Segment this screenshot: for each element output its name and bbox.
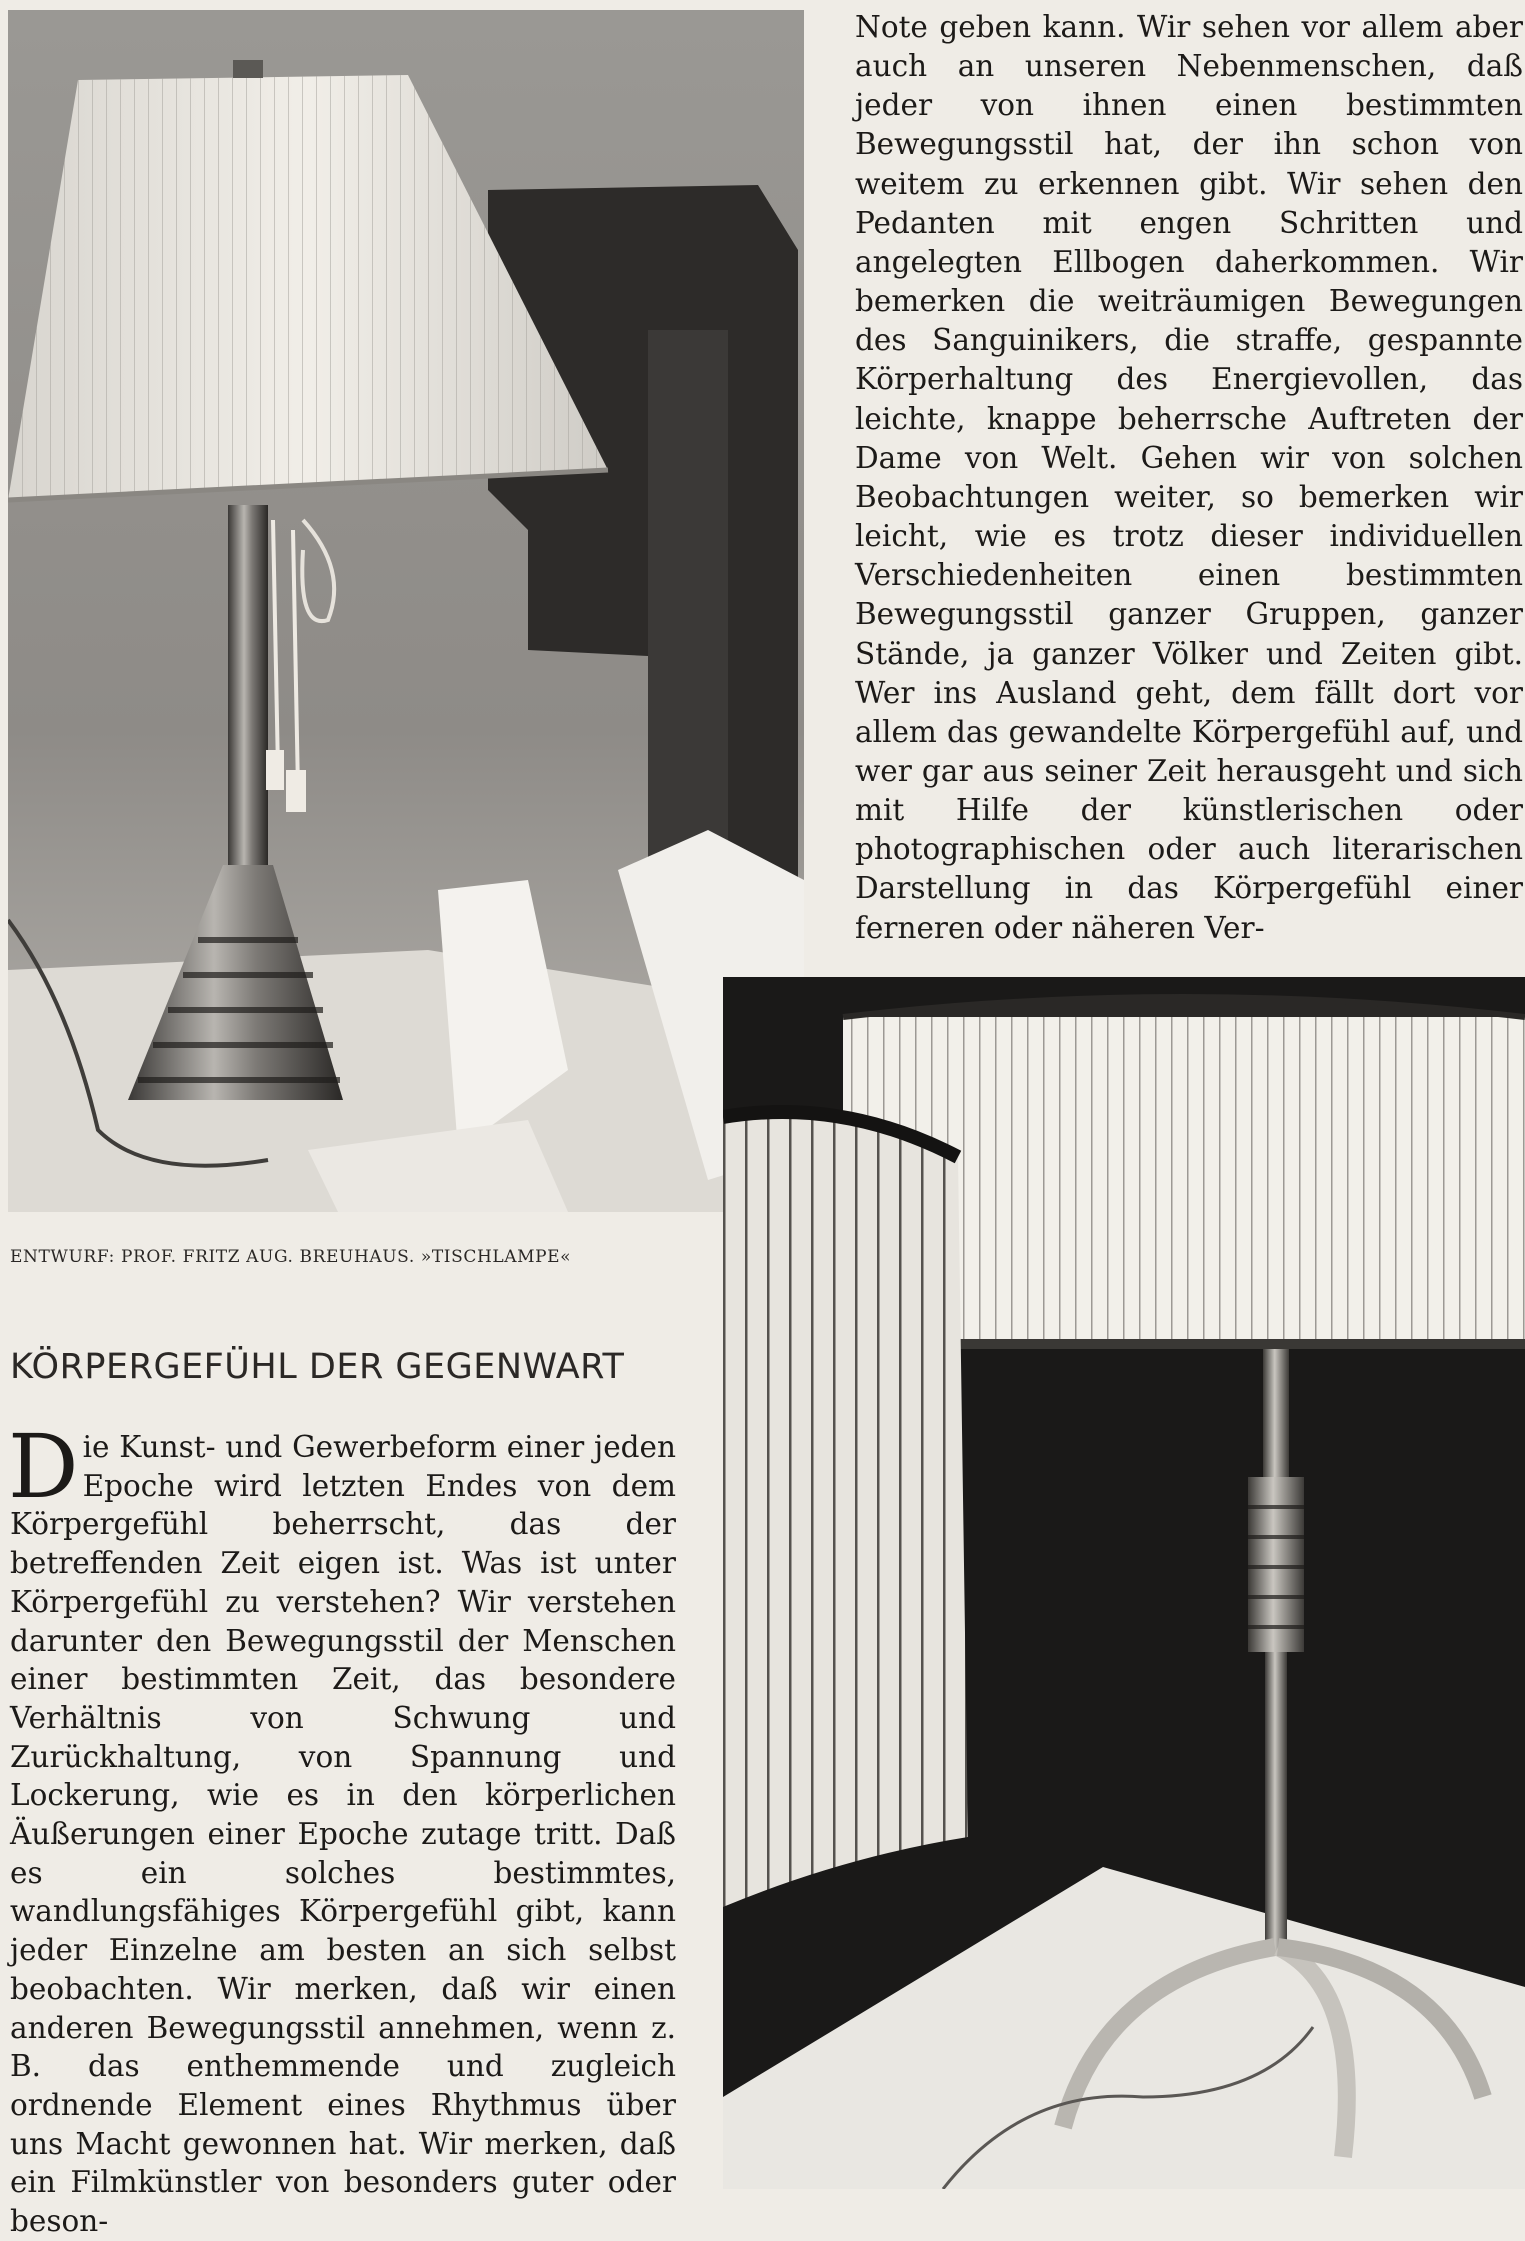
left-column-text — [8, 1415, 676, 2241]
right-column-paragraph: Note geben kann. Wir sehen vor allem aber auch an unseren Nebenmenschen, daß jeder von ihnen einen bestimmten Bewegungsstil hat, der ihn schon von weitem zu erkennen gibt. Wir sehen den Pedanten mit engen Schritten und angelegten Ellbogen daherkommen. Wir bemerken die weiträumigen Bewegungen des Sanguinikers, die straffe, gespannte Körperhaltung des Energievollen, das leichte, knappe beherrsche Auftreten der Dame von Welt. Gehen wir von solchen Beobachtungen weiter, so bemerken wir leicht, wie es trotz dieser individuellen Verschiedenheiten einen bestimmten Bewegungsstil ganzer Gruppen, ganzer Stände, ja ganzer Völker und Zeiten gibt. Wer ins Ausland geht, dem fällt dort vor allem das gewandelte Körpergefühl auf, und wer gar aus seiner Zeit herausgeht und sich mit Hilfe der künstlerischen oder photographischen oder auch literarischen Darstellung in das Körpergefühl einer ferneren oder näheren Ver- — [855, 10, 1523, 945]
right-column-text — [855, 8, 1523, 948]
drum-lamp-photo — [723, 977, 1525, 2189]
left-column-body: ie Kunst- und Gewerbeform einer jeden Epoche wird letzten Endes von dem Körpergefühl beherrscht, das der betreffenden Zeit eigen ist. Was ist unter Körpergefühl zu verstehen? Wir verstehen darunter den Bewegungsstil der Menschen einer bestimmten Zeit, das besondere Verhältnis von Schwung und Zurückhaltung, von Spannung und Lockerung, wie es in den körperlichen Äußerungen einer Epoche zutage tritt. Daß es ein solches bestimmtes, wandlungsfähiges Körpergefühl gibt, kann jeder Einzelne am besten an sich selbst beobachten. Wir merken, daß wir einen anderen Bewegungsstil annehmen, wenn z. B. das enthemmende und zugleich ordnende Element eines Rhythmus über uns Macht gewonnen hat. Wir merken, daß ein Filmkünstler von besonders guter oder beson- — [10, 1430, 676, 2239]
photo-caption: ENTWURF: PROF. FRITZ AUG. BREUHAUS. »TISCHLAMPE« — [10, 1247, 572, 1267]
table-lamp-photo — [8, 10, 804, 1212]
drop-cap: D — [8, 1415, 79, 1518]
left-column-paragraph — [8, 1415, 676, 2241]
article-headline: KÖRPERGEFÜHL DER GEGENWART — [10, 1347, 625, 1387]
